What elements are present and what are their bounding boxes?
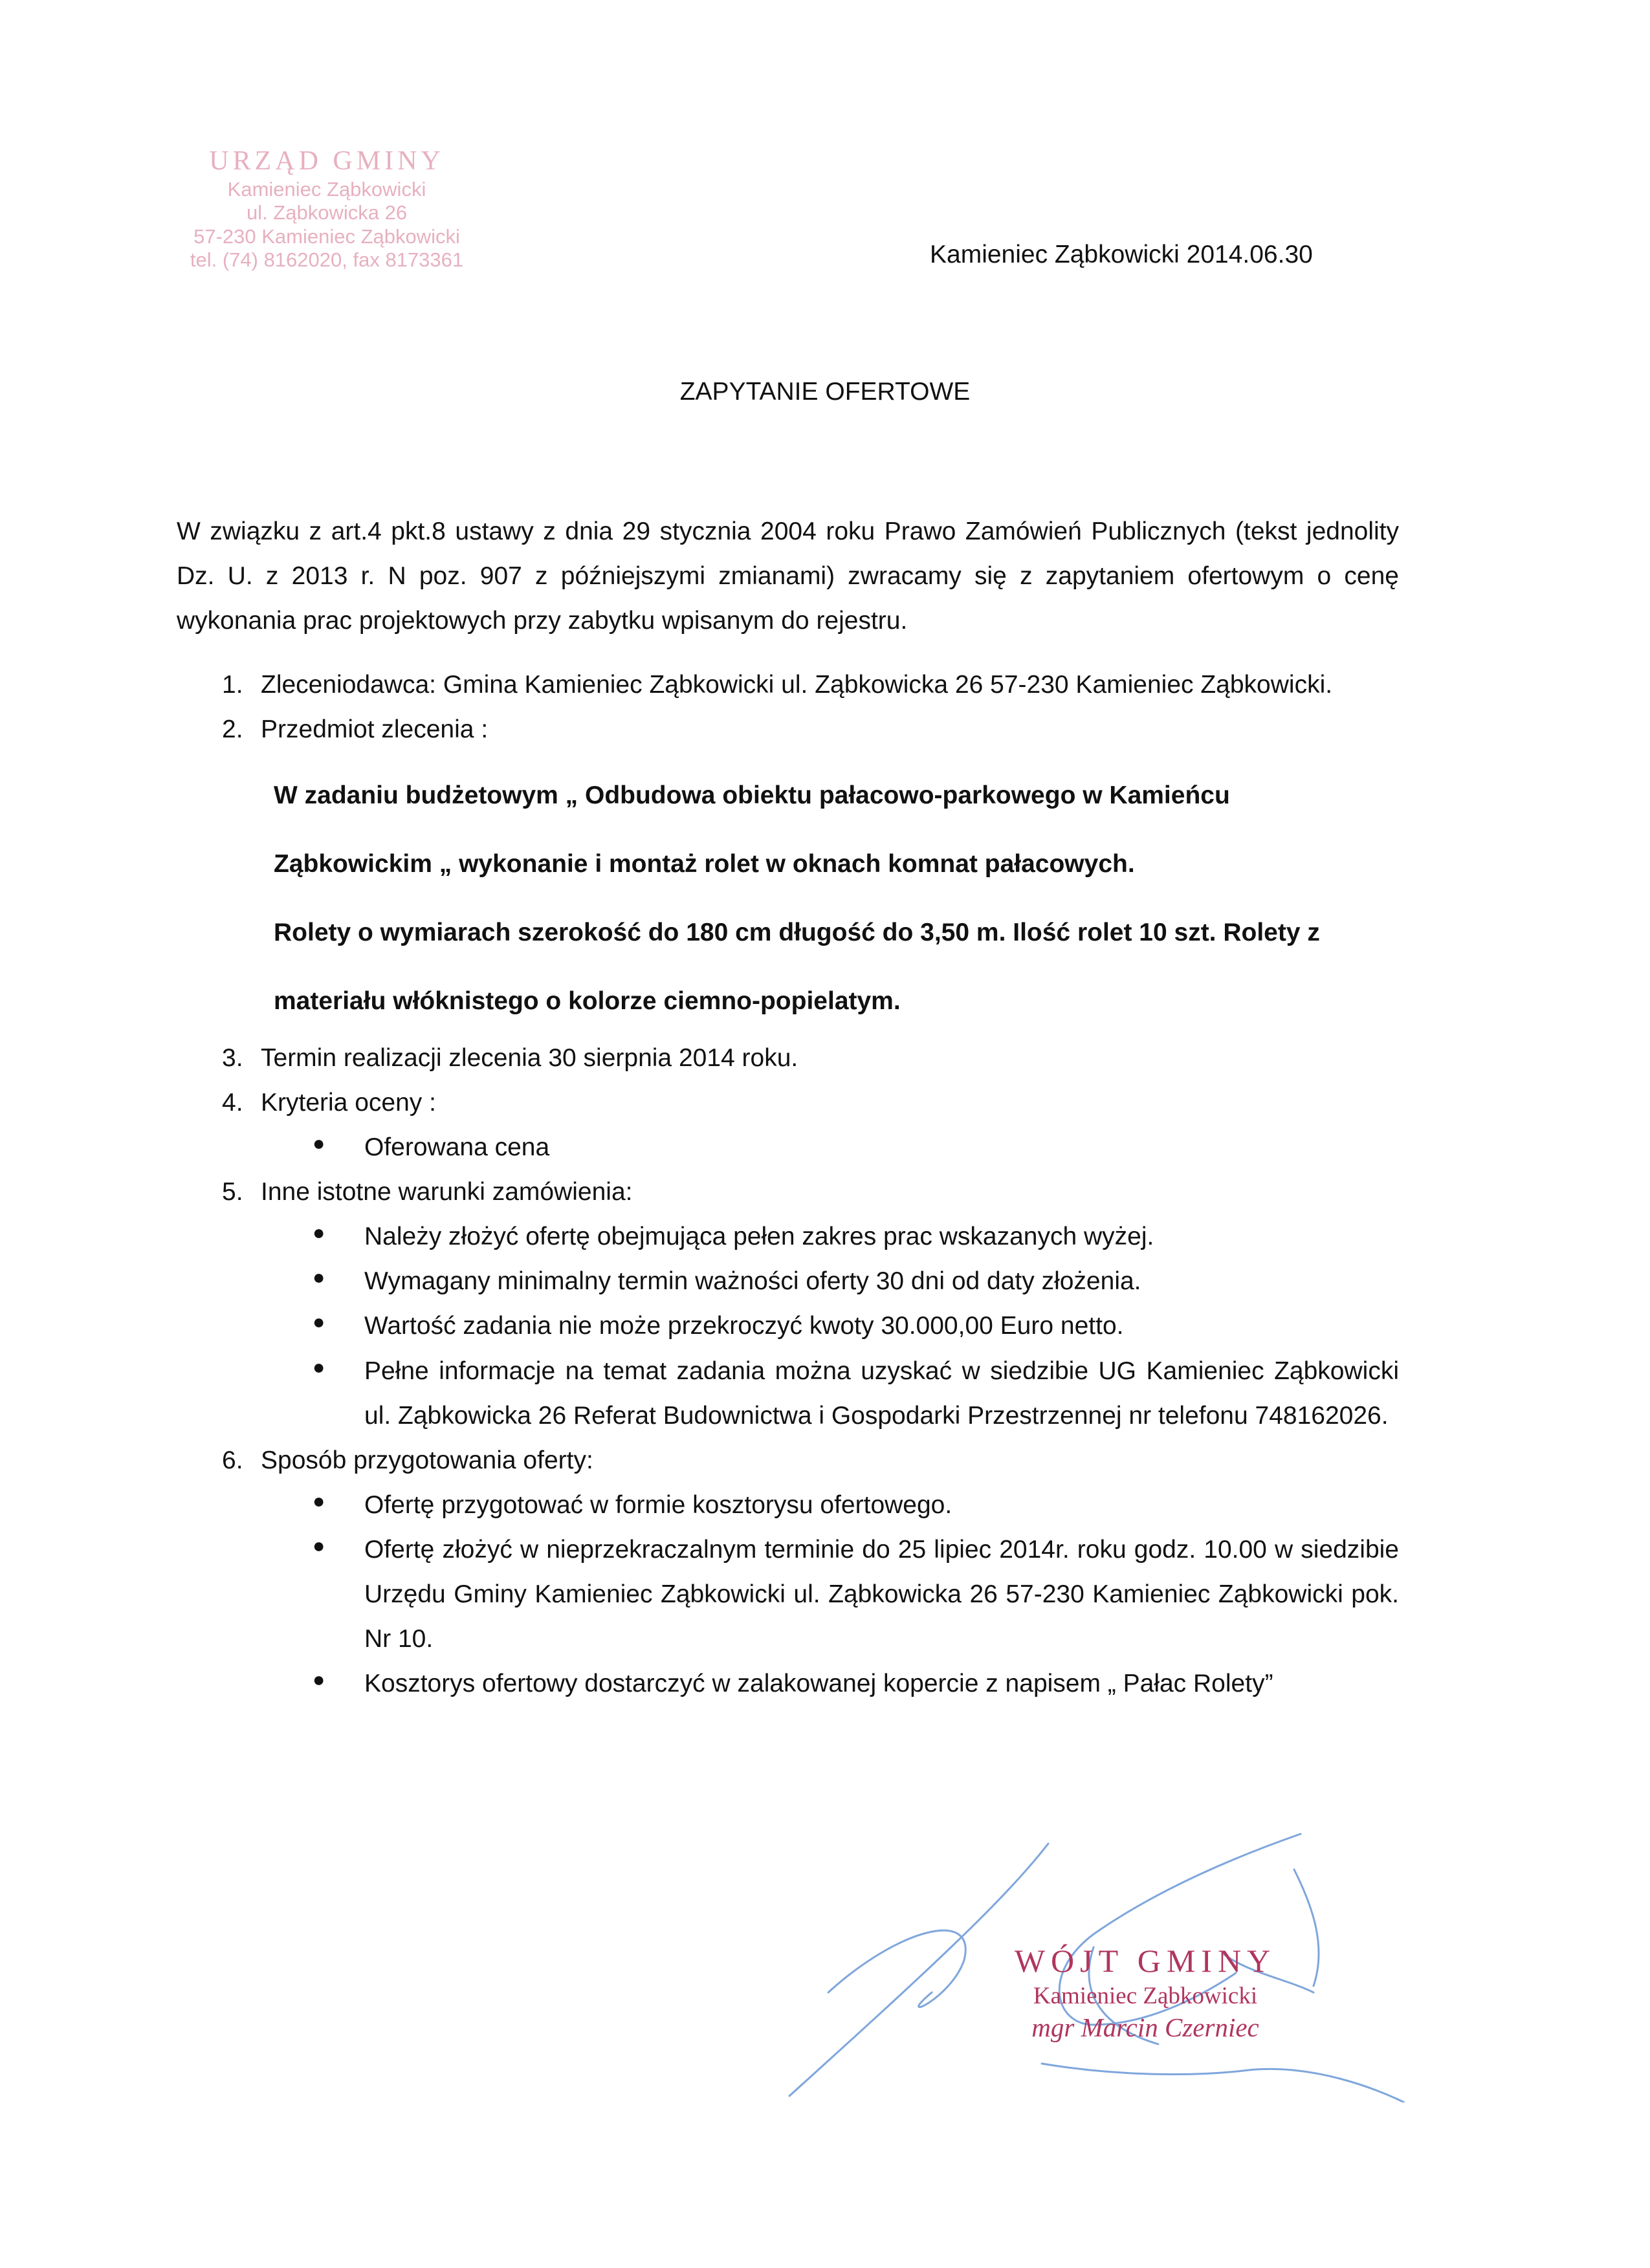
item-text: Termin realizacji zlecenia 30 sierpnia 2014 roku. <box>261 1044 798 1073</box>
bullet-text: Pełne informacje na temat zadania można uzyskać w siedzibie UG Kamieniec Ząbkowicki ul. Ząbkowicka 26 Referat Budownictwa i Gospodarki Przestrzennej nr telefonu 748162026. <box>364 1357 1399 1430</box>
bullet-text: Kosztorys ofertowy dostarczyć w zalakowanej kopercie z napisem „ Pałac Rolety” <box>364 1669 1273 1697</box>
stamp-town: Kamieniec Ząbkowicki <box>227 177 426 201</box>
item-text: Kryteria oceny : <box>261 1089 436 1117</box>
item-number: 1. <box>222 671 243 699</box>
list-item <box>177 1080 1399 1125</box>
list-item <box>177 707 1399 752</box>
bullet-item <box>177 1349 1399 1438</box>
bullet-icon: ● <box>313 1131 325 1155</box>
letter-body <box>177 509 1399 1706</box>
bullet-icon: ● <box>313 1667 325 1691</box>
item-number: 3. <box>222 1044 243 1073</box>
mayor-name: mgr Marcin Czerniec <box>1031 2012 1259 2042</box>
mayor-stamp <box>938 1941 1352 2044</box>
bullet-text: Należy złożyć ofertę obejmująca pełen zakres prac wskazanych wyżej. <box>364 1223 1154 1251</box>
bullet-item <box>177 1125 1399 1170</box>
stamp-office-name: URZĄD GMINY <box>209 146 445 176</box>
bullet-text: Ofertę złożyć w nieprzekraczalnym terminie do 25 lipiec 2014r. roku godz. 10.00 w siedzibie Urzędu Gminy Kamieniec Ząbkowicki ul. Ząbkowicka 26 57-230 Kamieniec Ząbkowicki pok. Nr 10. <box>364 1535 1399 1653</box>
bullet-item <box>177 1483 1399 1527</box>
stamp-street: ul. Ząbkowicka 26 <box>246 201 408 224</box>
list-item <box>177 1438 1399 1483</box>
bullet-item <box>177 1214 1399 1259</box>
bullet-icon: ● <box>313 1488 325 1512</box>
item-text: Przedmiot zlecenia : <box>261 715 489 744</box>
bullet-icon: ● <box>313 1533 325 1557</box>
bullet-text: Wymagany minimalny termin ważności oferty 30 dni od daty złożenia. <box>364 1267 1141 1296</box>
bullet-text: Oferowana cena <box>364 1133 550 1162</box>
bullet-item <box>177 1259 1399 1303</box>
mayor-title: WÓJT GMINY <box>1014 1943 1277 1979</box>
bullet-icon: ● <box>313 1310 325 1334</box>
subject-line: materiału włóknistego o kolorze ciemno-popielatym. <box>274 987 901 1016</box>
bullet-icon: ● <box>313 1221 325 1245</box>
bullet-item <box>177 1661 1399 1706</box>
order-subject <box>177 761 1399 1036</box>
item-number: 4. <box>222 1089 243 1117</box>
bullet-text: Ofertę przygotować w formie kosztorysu ofertowego. <box>364 1490 952 1519</box>
intro-paragraph: W związku z art.4 pkt.8 ustawy z dnia 29 stycznia 2004 roku Prawo Zamówień Publicznych (tekst jednolity Dz. U. z 2013 r. N poz. 907 z późniejszymi zmianami) zwracamy się z zapytaniem ofertowym o cenę wykonania prac projektowych przy zabytku wpisanym do rejestru. <box>177 518 1399 635</box>
subject-line: Ząbkowickim „ wykonanie i montaż rolet w oknach komnat pałacowych. <box>274 850 1135 878</box>
bullet-icon: ● <box>313 1265 325 1289</box>
mayor-town: Kamieniec Ząbkowicki <box>1033 1982 1258 2009</box>
bullet-icon: ● <box>313 1355 325 1379</box>
bullet-item <box>177 1303 1399 1348</box>
office-stamp <box>146 146 508 272</box>
document-title: ZAPYTANIE OFERTOWE <box>679 378 971 406</box>
item-number: 2. <box>222 715 243 744</box>
bullet-text: Wartość zadania nie może przekroczyć kwoty 30.000,00 Euro netto. <box>364 1312 1124 1340</box>
list-item <box>177 1170 1399 1214</box>
place-and-date: Kamieniec Ząbkowicki 2014.06.30 <box>930 241 1313 268</box>
subject-line: W zadaniu budżetowym „ Odbudowa obiektu pałacowo-parkowego w Kamieńcu <box>274 781 1230 810</box>
item-text: Zleceniodawca: Gmina Kamieniec Ząbkowicki ul. Ząbkowicka 26 57-230 Kamieniec Ząbkowicki. <box>261 671 1333 699</box>
item-text: Inne istotne warunki zamówienia: <box>261 1178 633 1206</box>
item-number: 6. <box>222 1446 243 1474</box>
item-text: Sposób przygotowania oferty: <box>261 1446 593 1474</box>
item-number: 5. <box>222 1178 243 1206</box>
subject-line: Rolety o wymiarach szerokość do 180 cm długość do 3,50 m. Ilość rolet 10 szt. Rolety z <box>274 919 1320 947</box>
list-item <box>177 662 1399 707</box>
bullet-item <box>177 1527 1399 1661</box>
stamp-postal: 57-230 Kamieniec Ząbkowicki <box>193 224 460 248</box>
list-item <box>177 1036 1399 1080</box>
stamp-phone: tel. (74) 8162020, fax 8173361 <box>190 248 464 272</box>
